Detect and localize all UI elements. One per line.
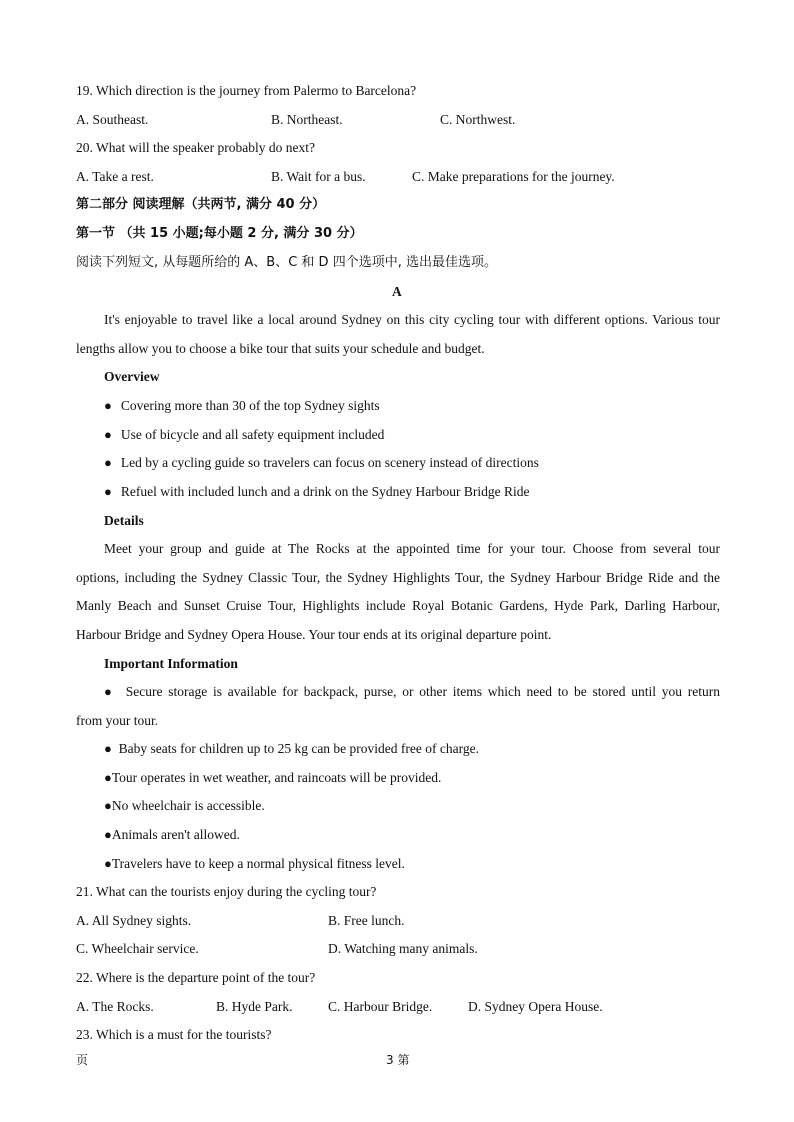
- part2-instruction: 阅读下列短文, 从每题所给的 A、B、C 和 D 四个选项中, 选出最佳选项。: [76, 255, 497, 270]
- info-item: ●Travelers have to keep a normal physical fitness level.: [104, 856, 405, 871]
- details-line2: options, including the Sydney Classic Tour, the Sydney Highlights Tour, the Sydney Harbour Bridge Ride and the: [76, 570, 720, 585]
- info-item: ●No wheelchair is accessible.: [104, 798, 265, 813]
- q20-option-a: A. Take a rest.: [76, 169, 154, 184]
- q19-option-c: C. Northwest.: [440, 112, 516, 127]
- q20-option-b: B. Wait for a bus.: [271, 169, 366, 184]
- overview-item: ● Covering more than 30 of the top Sydney sights: [104, 398, 380, 413]
- overview-heading: Overview: [104, 369, 160, 384]
- q22-option-d: D. Sydney Opera House.: [468, 999, 603, 1014]
- info-item: ● Baby seats for children up to 25 kg can be provided free of charge.: [104, 741, 479, 756]
- info-item: ●Tour operates in wet weather, and raincoats will be provided.: [104, 770, 442, 785]
- q19-option-b: B. Northeast.: [271, 112, 343, 127]
- q21-option-c: C. Wheelchair service.: [76, 941, 199, 956]
- bullet-icon: ●: [104, 455, 112, 470]
- page-number: 3 第: [386, 1053, 410, 1067]
- info-heading: Important Information: [104, 656, 238, 671]
- info-item: ●Animals aren't allowed.: [104, 827, 240, 842]
- passage-intro-line2: lengths allow you to choose a bike tour that suits your schedule and budget.: [76, 341, 485, 356]
- bullet-icon: ●: [104, 827, 112, 842]
- footer-left: 页: [76, 1053, 89, 1067]
- info-item: ● Secure storage is available for backpack, purse, or other items which need to be stored until you return: [104, 684, 721, 699]
- bullet-icon: ●: [104, 398, 112, 413]
- details-line3: Manly Beach and Sunset Cruise Tour, Highlights include Royal Botanic Gardens, Hyde Park, Darling Harbour,: [76, 598, 720, 613]
- details-line1: Meet your group and guide at The Rocks at the appointed time for your tour. Choose from several tour: [104, 541, 720, 556]
- q21-option-d: D. Watching many animals.: [328, 941, 478, 956]
- details-line4: Harbour Bridge and Sydney Opera House. Your tour ends at its original departure point.: [76, 627, 552, 642]
- bullet-icon: ●: [104, 484, 112, 499]
- bullet-icon: ●: [104, 684, 115, 699]
- q19-question: 19. Which direction is the journey from Palermo to Barcelona?: [76, 83, 417, 98]
- overview-item: ● Use of bicycle and all safety equipment included: [104, 427, 385, 442]
- q21-question: 21. What can the tourists enjoy during the cycling tour?: [76, 884, 377, 899]
- q20-option-c: C. Make preparations for the journey.: [412, 169, 615, 184]
- q23-question: 23. Which is a must for the tourists?: [76, 1027, 272, 1042]
- q21-option-a: A. All Sydney sights.: [76, 913, 192, 928]
- q22-option-b: B. Hyde Park.: [216, 999, 293, 1014]
- part2-section1: 第一节 （共 15 小题;每小题 2 分, 满分 30 分）: [76, 226, 363, 241]
- overview-item: ● Refuel with included lunch and a drink on the Sydney Harbour Bridge Ride: [104, 484, 530, 499]
- q22-question: 22. Where is the departure point of the tour?: [76, 970, 316, 985]
- q19-option-a: A. Southeast.: [76, 112, 149, 127]
- overview-item: ● Led by a cycling guide so travelers can focus on scenery instead of directions: [104, 455, 539, 470]
- bullet-icon: ●: [104, 427, 112, 442]
- passage-letter: A: [392, 284, 402, 299]
- q21-option-b: B. Free lunch.: [328, 913, 405, 928]
- bullet-icon: ●: [104, 741, 112, 756]
- bullet-icon: ●: [104, 798, 112, 813]
- q20-question: 20. What will the speaker probably do next?: [76, 140, 315, 155]
- details-heading: Details: [104, 513, 144, 528]
- passage-intro-line1: It's enjoyable to travel like a local around Sydney on this city cycling tour with different options. Various tour: [104, 312, 720, 327]
- info-item-continuation: from your tour.: [76, 713, 159, 728]
- bullet-icon: ●: [104, 856, 112, 871]
- part2-title: 第二部分 阅读理解（共两节, 满分 40 分）: [76, 197, 326, 212]
- q22-option-c: C. Harbour Bridge.: [328, 999, 433, 1014]
- bullet-icon: ●: [104, 770, 112, 785]
- q22-option-a: A. The Rocks.: [76, 999, 154, 1014]
